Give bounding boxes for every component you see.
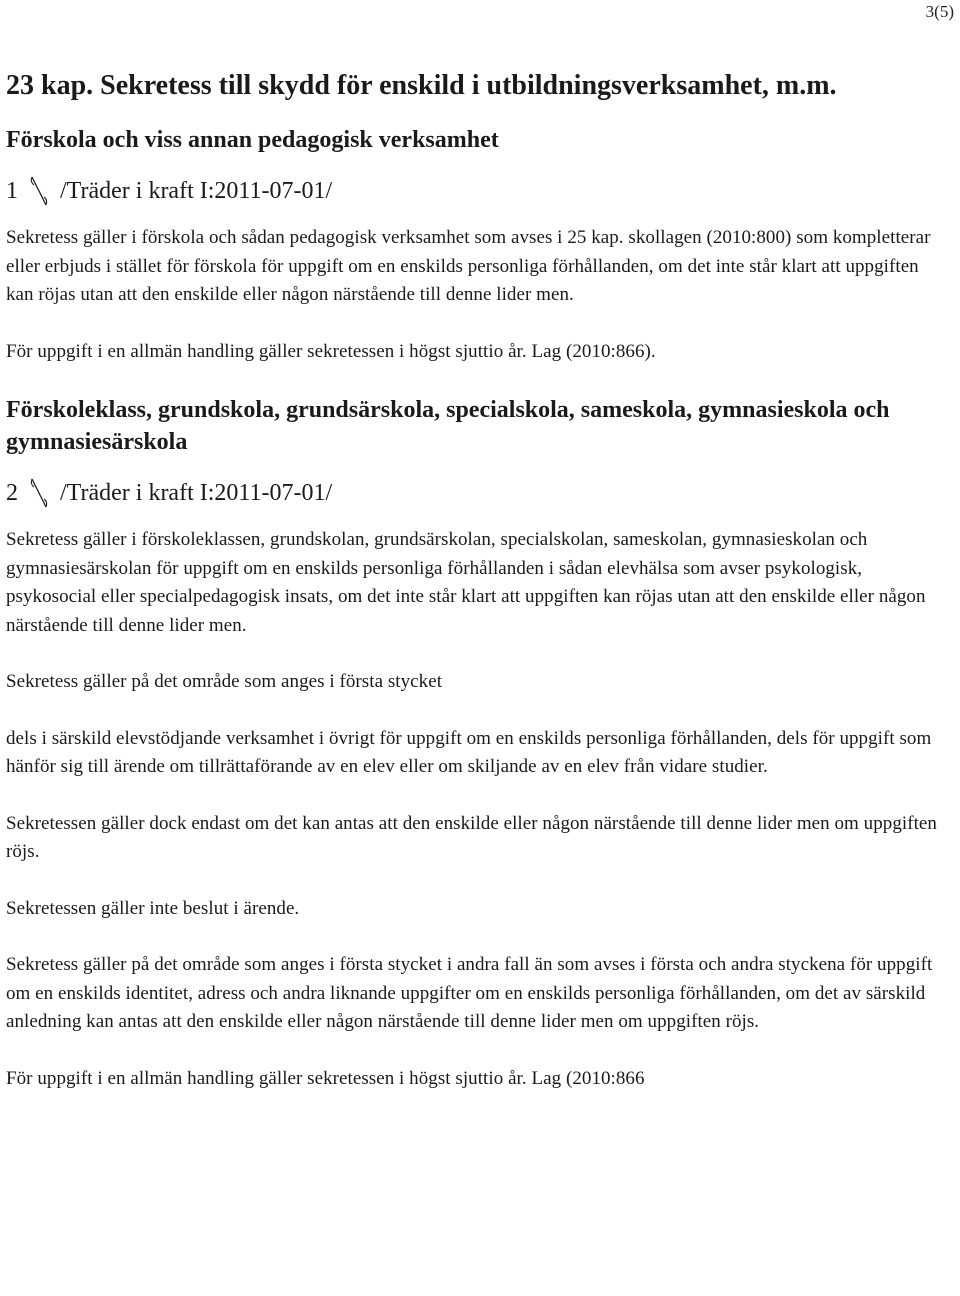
page-number: 3(5) xyxy=(925,2,954,21)
document-body xyxy=(6,68,950,1121)
section-heading-forskoleklass: Förskoleklass, grundskola, grundsärskola, specialskola, sameskola, gymnasieskola och gymnasiesärskola xyxy=(6,397,890,455)
section-heading-forskola: Förskola och viss annan pedagogisk verksamhet xyxy=(6,127,499,153)
paragraph-text: Sekretess gäller på det område som anges i första stycket xyxy=(6,671,443,692)
paragraph-text: För uppgift i en allmän handling gäller sekretessen i högst sjuttio år. Lag (2010:866). xyxy=(6,340,656,362)
paragraph-text: dels i särskild elevstödjande verksamhet i övrigt för uppgift om en enskilds personliga förhållanden, dels för uppgift som hänför sig till ärende om tillrättaförande av en elev eller om skiljande av en elev från vidare studier. xyxy=(6,727,932,777)
paragraph-text: Sekretess gäller i förskoleklassen, grundskolan, grundsärskolan, specialskolan, sameskolan, gymnasieskolan och gymnasiesärskolan för uppgift om en enskilds personliga förhållanden i sådan elevhälsa som avser psykologisk, psykosocial eller specialpedagogisk insats, om det inte står klart att uppgiften kan röjas utan att den enskilde eller någon närstående till denne lider men. xyxy=(6,529,926,636)
paragraph-text: Sekretessen gäller dock endast om det kan antas att den enskilde eller någon närstående till denne lider men om uppgiften röjs. xyxy=(6,812,937,862)
paragraph-text: Sekretess gäller i förskola och sådan pedagogisk verksamhet som avses i 25 kap. skollagen (2010:800) som kompletterar eller erbjuds i stället för förskola för uppgift om en enskilds personliga förhållanden, om det inte står klart att uppgiften kan röjas utan att den enskilde eller någon närstående till denne lider men. xyxy=(6,227,931,305)
paragraph-header-1 xyxy=(6,176,950,206)
paragraph-number: 1 xyxy=(6,178,18,204)
paragraph-header-2 xyxy=(6,478,950,508)
section-sign-icon xyxy=(28,176,50,206)
paragraph-number: 2 xyxy=(6,480,18,506)
effective-date: /Träder i kraft I:2011-07-01/ xyxy=(60,178,333,204)
effective-date: /Träder i kraft I:2011-07-01/ xyxy=(60,480,333,506)
paragraph-text: Sekretess gäller på det område som anges i första stycket i andra fall än som avses i första och andra styckena för uppgift om en enskilds identitet, adress och andra liknande uppgifter om en enskilds personliga förhållanden, om det av särskild anledning kan antas att den enskilde eller någon närstående till denne lider men om uppgiften röjs. xyxy=(6,954,933,1032)
paragraph-text: För uppgift i en allmän handling gäller sekretessen i högst sjuttio år. Lag (2010:866 xyxy=(6,1067,645,1089)
section-sign-icon xyxy=(28,478,50,508)
paragraph-text: Sekretessen gäller inte beslut i ärende. xyxy=(6,897,300,919)
chapter-title: 23 kap. Sekretess till skydd för enskild i utbildningsverksamhet, m.m. xyxy=(6,70,837,101)
